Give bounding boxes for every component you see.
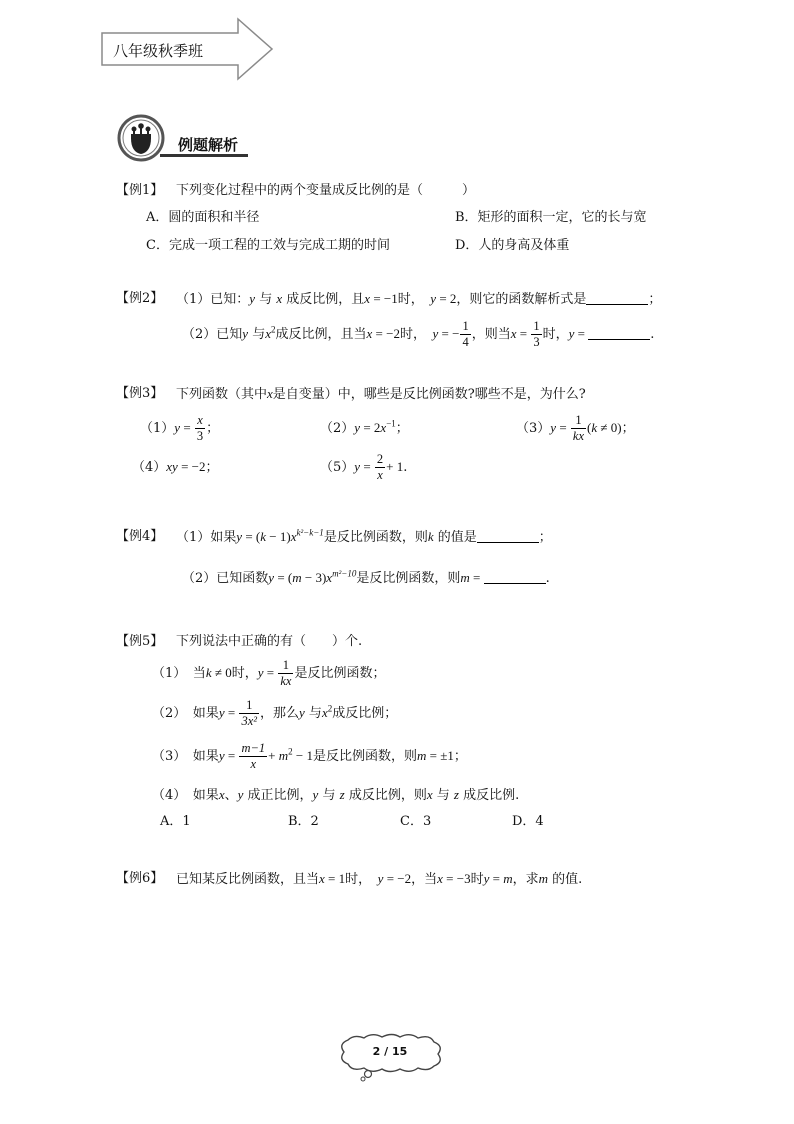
fraction: $\frac{x}{3}$ (196, 413, 204, 443)
ex1-option-a: A．圆的面积和半径 (146, 210, 260, 225)
ex3-item2: $(2)y = 2x^{-1}$； (320, 418, 409, 436)
ex2-part1: （1）已知：y 与 x 成反比例，且x = −1时， y = 2，则它的函数解析式是 ； (176, 291, 662, 307)
ex1-tag: 【例1】 (116, 183, 164, 198)
header-label: 八年级秋季班 (113, 42, 204, 60)
ex2-tag: 【例2】 (116, 291, 164, 306)
ex5-tag: 【例5】 (116, 634, 164, 649)
ex3-item1: （1）y = $\frac{x}{3}$ ； (140, 413, 220, 443)
ex4-part1: （1）如果$y = (k - 1)x^{k^2-k-1}$是反比例函数，则k 的值是 ； (176, 527, 552, 545)
answer-blank[interactable] (586, 291, 648, 305)
page-number: 2 / 15 (372, 1045, 408, 1058)
answer-blank[interactable] (484, 570, 546, 584)
ex3-tag: 【例3】 (116, 386, 164, 401)
fraction: $\frac{1}{\text{3x²}}$ (241, 698, 257, 728)
ex3-item4: （4）xy = −2； (132, 459, 219, 475)
ex1-option-b: B．矩形的面积一定，它的长与宽 (455, 210, 647, 225)
fraction: $\frac{m-1}{x}$ (241, 741, 266, 771)
ex2-part2: （2）已知y 与$x^2$成反比例，且当x = −2时， y = − $\frac{1}{4}$ ，则当x = $\frac{1}{3}$ 时，y = . (182, 319, 655, 349)
ex4-part2: （2）已知函数$y = (m - 3)x^{m^2-10}$是反比例函数，则m = . (182, 568, 550, 586)
fraction: $\frac{1}{kx}$ (280, 658, 292, 688)
ex1-option-c: C．完成一项工程的工效与完成工期的时间 (146, 238, 390, 253)
answer-blank[interactable] (588, 326, 650, 340)
fraction: $\frac{1}{kx}$ (572, 413, 585, 443)
section-underline (160, 154, 250, 158)
fraction: $\frac{1}{4}$ (462, 319, 469, 349)
ex6-tag: 【例6】 (116, 871, 164, 886)
fraction: $\frac{2}{x}$ (376, 452, 384, 482)
ex1-option-d: D．人的身高及体重 (455, 238, 570, 253)
ex1-stem: 下列变化过程中的两个变量成反比例的是（ ） (176, 183, 476, 198)
ex4-tag: 【例4】 (116, 529, 164, 544)
ex6-text: 已知某反比例函数，且当x = 1时， y = −2，当x = −3时y = m，求m 的值. (176, 871, 583, 887)
ex3-stem: 下列函数（其中x是自变量）中，哪些是反比例函数?哪些不是，为什么? (176, 386, 586, 402)
ex5-item1: （1） 当k ≠ 0时，y = $\frac{1}{kx}$ 是反比例函数； (152, 658, 386, 688)
ex5-option-d: D．4 (512, 814, 544, 829)
answer-blank[interactable] (477, 529, 539, 543)
ex3-item3: （3）y = $\frac{1}{kx}$ (k ≠ 0)； (516, 413, 635, 443)
ex5-option-a: A．1 (160, 814, 191, 829)
fraction: $\frac{1}{3}$ (533, 319, 540, 349)
ex5-option-c: C．3 (400, 814, 432, 829)
section-title: 例题解析 (178, 136, 239, 154)
ex5-option-b: B．2 (288, 814, 319, 829)
ex3-item5: （5）y = $\frac{2}{x}$ + 1. (320, 452, 408, 482)
ex5-item3: （3） 如果y = $\frac{m-1}{x}$ + $m^2 - 1$是反比例函数，则m = ±1； (152, 741, 467, 771)
ex5-item4: （4） 如果x、y 成正比例，y 与 z 成反比例，则x 与 z 成反比例. (152, 787, 520, 803)
ex5-stem: 下列说法中正确的有（ ）个. (176, 634, 363, 649)
ex5-item2: （2） 如果y = $\frac{1}{\text{3x²}}$ ，那么y 与$x^2$成反比例； (152, 698, 398, 728)
trophy-icon (117, 114, 165, 162)
